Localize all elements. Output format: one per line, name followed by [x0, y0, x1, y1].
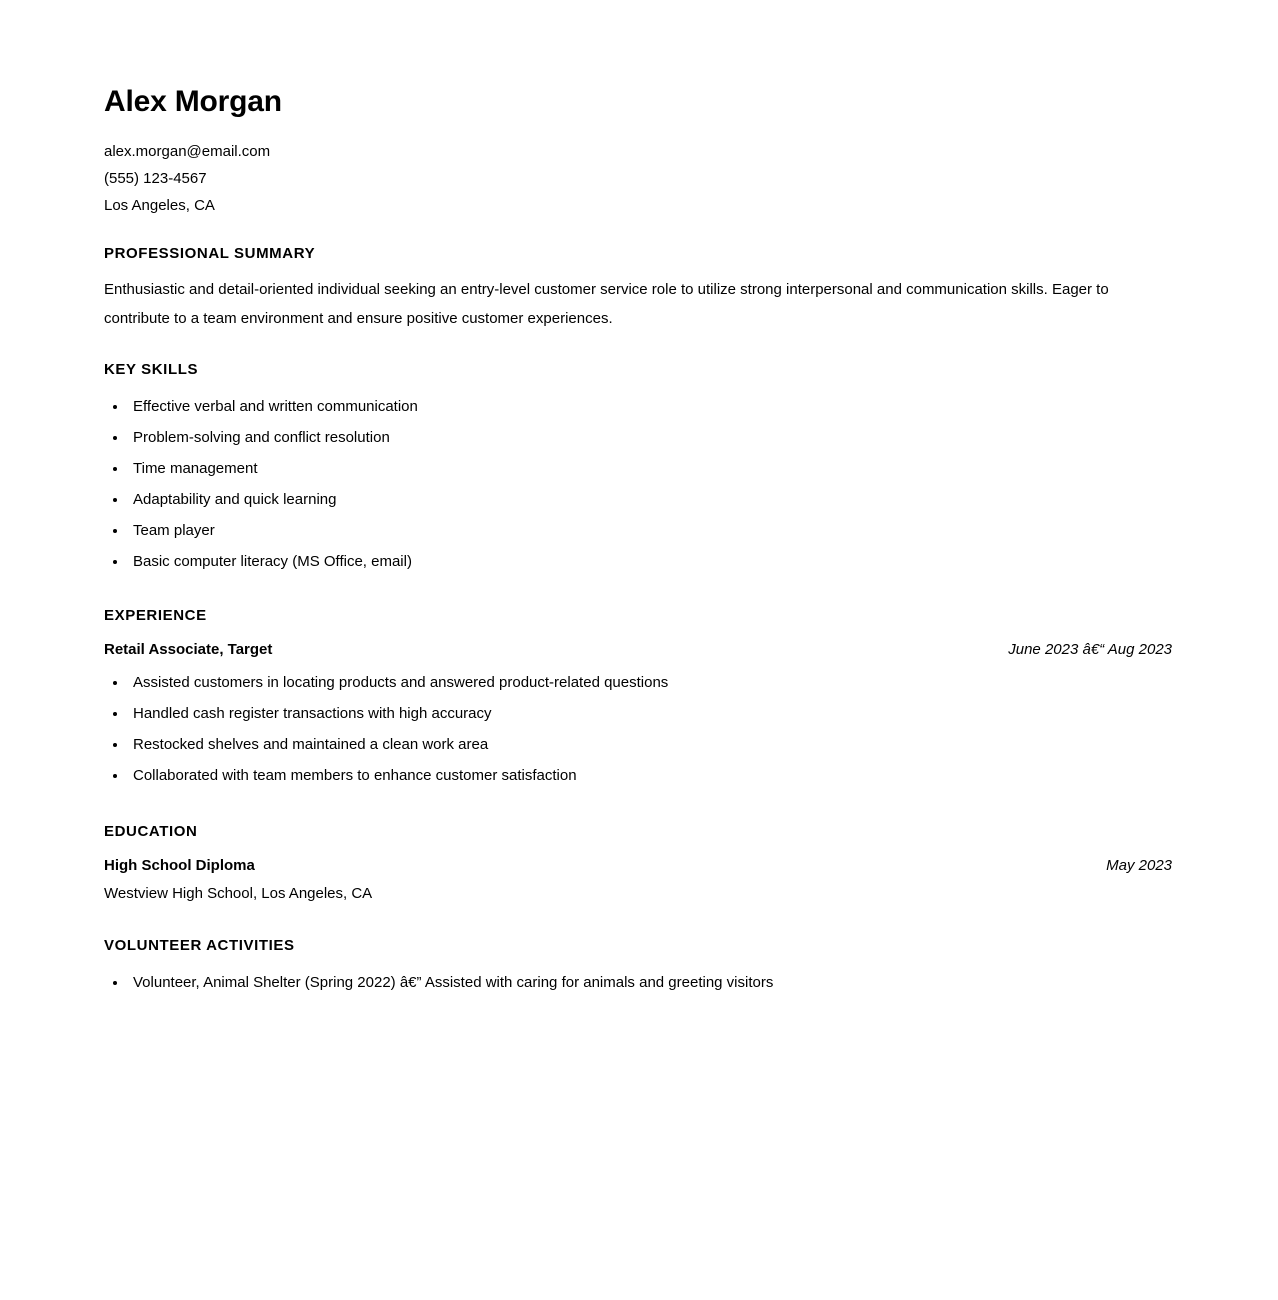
section-experience [104, 607, 1172, 791]
list-item: Team player [104, 515, 1172, 546]
resume-document [104, 85, 1172, 998]
section-heading-education: EDUCATION [104, 822, 198, 840]
professional-summary-text: Enthusiastic and detail-oriented individual seeking an entry-level customer service role to utilize strong interpersonal and communication skills. Eager to contribute to a team environment and ensure positive customer experiences. [104, 280, 1109, 327]
resume-header [104, 85, 1172, 219]
candidate-name: Alex Morgan [104, 85, 282, 118]
contact-phone: (555) 123-4567 [104, 169, 207, 187]
list-item: Adaptability and quick learning [104, 484, 1172, 515]
contact-email: alex.morgan@email.com [104, 142, 271, 160]
list-item: Restocked shelves and maintained a clean work area [104, 729, 1172, 760]
list-item: Basic computer literacy (MS Office, email) [104, 546, 1172, 577]
section-heading-professional-summary: PROFESSIONAL SUMMARY [104, 244, 316, 262]
education-entry-header [104, 853, 1172, 879]
education-degree: High School Diploma [104, 856, 255, 874]
list-item: Time management [104, 453, 1172, 484]
education-entry [104, 853, 1172, 907]
experience-job-title: Retail Associate, Target [104, 640, 273, 658]
section-heading-key-skills: KEY SKILLS [104, 360, 199, 378]
experience-entry-header [104, 637, 1172, 663]
list-item: Handled cash register transactions with high accuracy [104, 698, 1172, 729]
experience-bullet-list [104, 667, 1172, 791]
contact-location: Los Angeles, CA [104, 196, 215, 214]
list-item: Effective verbal and written communication [104, 391, 1172, 422]
education-date: May 2023 [1106, 856, 1172, 874]
section-volunteer-activities [104, 937, 1172, 998]
key-skills-list [104, 391, 1172, 577]
section-heading-experience: EXPERIENCE [104, 606, 207, 624]
section-education [104, 823, 1172, 907]
volunteer-list [104, 967, 1172, 998]
section-key-skills [104, 361, 1172, 577]
section-heading-volunteer-activities: VOLUNTEER ACTIVITIES [104, 936, 295, 954]
list-item: Volunteer, Animal Shelter (Spring 2022) â€” Assisted with caring for animals and greeting visitors [104, 967, 1172, 998]
list-item: Collaborated with team members to enhance customer satisfaction [104, 760, 1172, 791]
list-item: Assisted customers in locating products and answered product-related questions [104, 667, 1172, 698]
experience-entry [104, 637, 1172, 791]
experience-date-range: June 2023 â€“ Aug 2023 [1008, 640, 1172, 658]
education-institution: Westview High School, Los Angeles, CA [104, 884, 373, 902]
list-item: Problem-solving and conflict resolution [104, 422, 1172, 453]
section-professional-summary [104, 245, 1172, 333]
